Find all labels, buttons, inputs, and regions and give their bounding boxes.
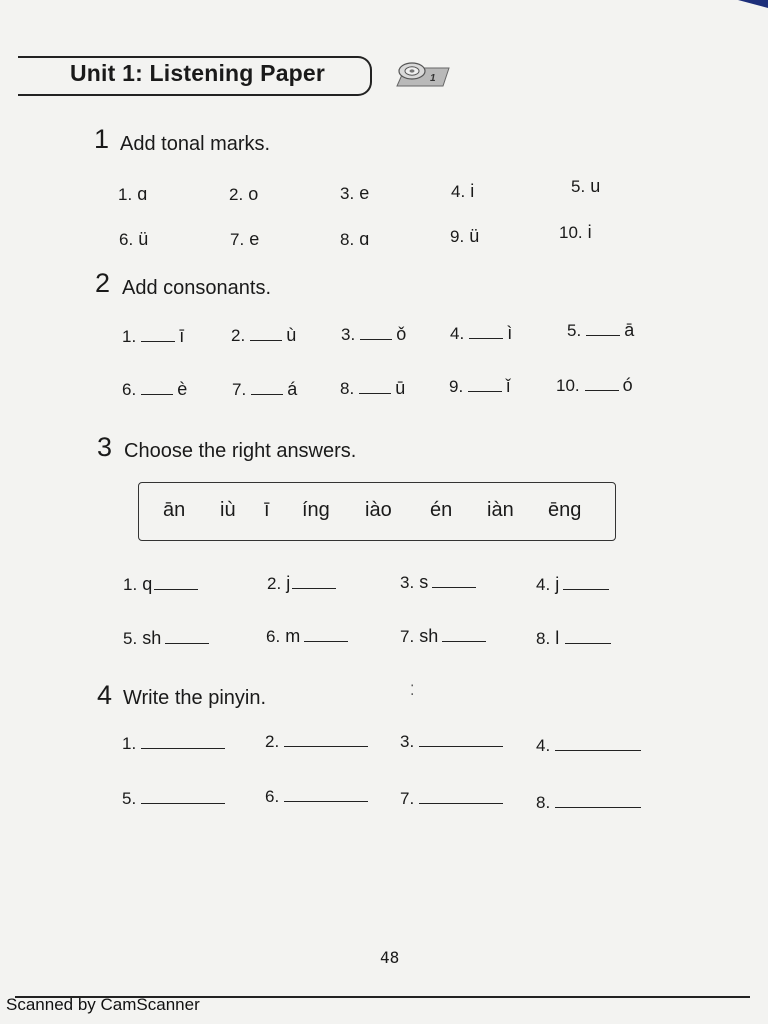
section-2-number: 2 <box>95 268 111 298</box>
option-5: iào <box>365 499 392 521</box>
s1-item-10: 10. i <box>559 222 592 242</box>
s4-item-7: 7. <box>400 788 503 809</box>
s3-item-7: 7. sh <box>400 626 486 647</box>
s4-item-5: 5. <box>122 788 225 809</box>
option-4: íng <box>302 499 330 521</box>
section-4-title: Write the pinyin. <box>123 687 267 709</box>
s1-item-1: 1. ɑ <box>118 184 148 204</box>
section-3-title: Choose the right answers. <box>124 440 357 462</box>
s2-item-1: 1. ī <box>122 326 185 346</box>
s1-item-8: 8. ɑ <box>340 229 370 249</box>
s2-item-8: 8. ū <box>340 378 406 398</box>
option-8: ēng <box>548 499 582 521</box>
section-1-number: 1 <box>94 124 110 154</box>
section-1-title: Add tonal marks. <box>120 133 271 155</box>
s1-item-6: 6. ü <box>119 229 149 249</box>
s2-item-4: 4. ì <box>450 323 513 343</box>
section-2-title: Add consonants. <box>122 277 271 299</box>
s3-item-1: 1. q <box>123 574 198 595</box>
s2-item-10: 10. ó <box>556 375 633 395</box>
s2-item-7: 7. á <box>232 379 298 399</box>
s2-item-3: 3. ǒ <box>341 324 407 344</box>
s2-item-2: 2. ù <box>231 325 297 345</box>
s3-item-8: 8. l <box>536 628 611 649</box>
s4-item-4: 4. <box>536 735 641 756</box>
s3-item-5: 5. sh <box>123 628 209 649</box>
s4-item-1: 1. <box>122 733 225 754</box>
s2-item-5: 5. ā <box>567 320 635 340</box>
page-title: Unit 1: Listening Paper <box>70 60 326 86</box>
s2-item-6: 6. è <box>122 379 188 399</box>
s4-item-3: 3. <box>400 731 503 752</box>
option-7: iàn <box>487 499 514 521</box>
s1-item-5: 5. u <box>571 176 601 196</box>
section-4-number: 4 <box>97 680 113 710</box>
cd-track-number: 1 <box>430 73 436 84</box>
s3-item-3: 3. s <box>400 572 476 593</box>
section-3-number: 3 <box>97 432 113 462</box>
corner-mark <box>738 0 768 8</box>
s4-item-2: 2. <box>265 731 368 752</box>
s1-item-3: 3. e <box>340 183 370 203</box>
option-3: ī <box>264 499 270 521</box>
s4-item-8: 8. <box>536 792 641 813</box>
stray-mark: ⁚ <box>410 682 415 698</box>
s1-item-4: 4. i <box>451 181 475 201</box>
option-6: én <box>430 499 453 521</box>
s3-item-6: 6. m <box>266 626 348 647</box>
s1-item-9: 9. ü <box>450 226 480 246</box>
scanner-watermark: Scanned by CamScanner <box>6 995 200 1014</box>
s1-item-2: 2. o <box>229 184 259 204</box>
s4-item-6: 6. <box>265 786 368 807</box>
s1-item-7: 7. e <box>230 229 260 249</box>
page-number: 48 <box>380 948 400 967</box>
option-2: iù <box>220 499 236 521</box>
s3-item-4: 4. j <box>536 574 609 595</box>
s3-item-2: 2. j <box>267 573 336 594</box>
s2-item-9: 9. ǐ <box>449 376 511 396</box>
option-1: ān <box>163 499 186 521</box>
cd-icon <box>393 58 451 90</box>
